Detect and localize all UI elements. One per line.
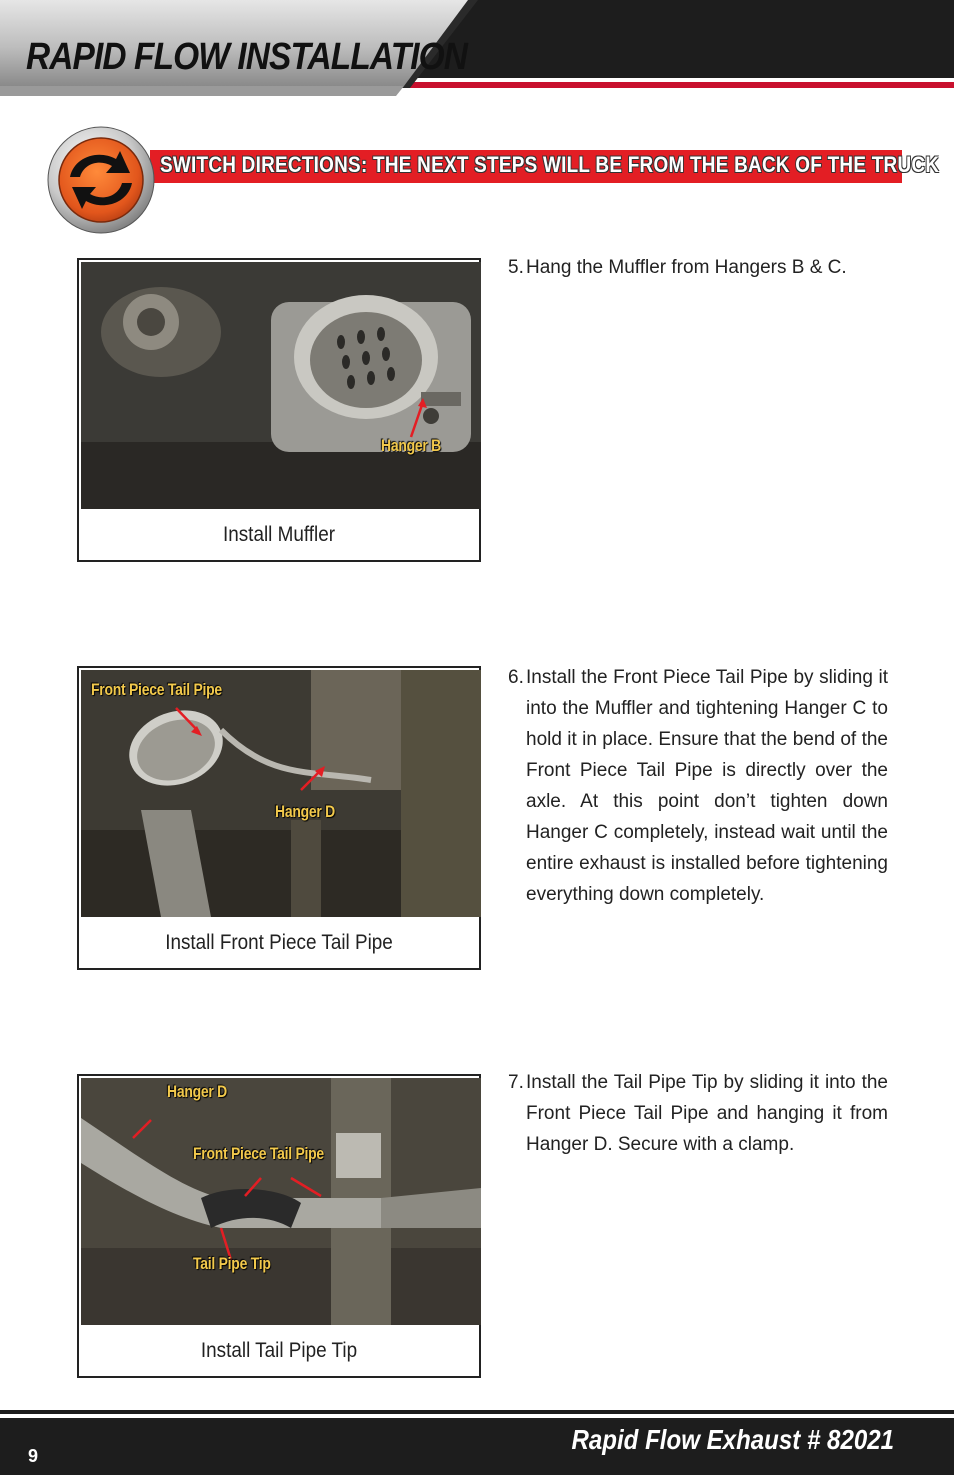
step-text: Install the Front Piece Tail Pipe by sliding it into the Muffler and tightening Hanger C to hold it in place. Ensure that the bend of the Front Piece Tail Pipe is directly over the axle. At this point don’t tighten down Hanger C completely, instead wait until the entire exhaust is installed before tightening everything down completely.	[526, 667, 888, 905]
tail-pipe-tip-photo	[81, 1078, 481, 1325]
callout-front-piece-tail-pipe: Front Piece Tail Pipe	[91, 680, 222, 699]
page-number: 9	[28, 1446, 39, 1466]
page-title: RAPID FLOW INSTALLATION	[26, 36, 468, 78]
figure-caption: Install Tail Pipe Tip	[200, 1339, 358, 1362]
step-number: 5.	[508, 257, 524, 278]
callout-hanger-b: Hanger B	[381, 436, 442, 455]
step-text: Install the Tail Pipe Tip by sliding it into the Front Piece Tail Pipe and hanging it from Hanger D. Secure with a clamp.	[526, 1072, 888, 1155]
step-text: Hang the Muffler from Hangers B & C.	[526, 257, 847, 278]
callout-tail-pipe-tip: Tail Pipe Tip	[193, 1254, 271, 1273]
step-number: 7.	[508, 1072, 524, 1093]
step-5	[508, 252, 888, 283]
figure-install-front-piece-tail-pipe	[77, 666, 481, 970]
step-7	[508, 1067, 888, 1160]
figure-install-tail-pipe-tip	[77, 1074, 481, 1378]
step-number: 6.	[508, 667, 524, 688]
footer-title: Rapid Flow Exhaust # 82021	[571, 1424, 894, 1455]
callout-hanger-d: Hanger D	[275, 802, 336, 821]
footer-line	[0, 1410, 954, 1414]
step-6	[508, 662, 888, 910]
callout-hanger-d: Hanger D	[167, 1082, 228, 1101]
switch-direction-icon	[46, 125, 156, 235]
muffler-photo	[81, 262, 481, 509]
figure-caption: Install Front Piece Tail Pipe	[165, 931, 393, 954]
figure-caption: Install Muffler	[222, 523, 336, 546]
callout-front-piece-tail-pipe: Front Piece Tail Pipe	[193, 1144, 324, 1163]
banner-text: SWITCH DIRECTIONS: THE NEXT STEPS WILL BE FROM THE BACK OF THE TRUCK	[160, 152, 940, 177]
front-piece-tail-pipe-photo	[81, 670, 481, 917]
figure-install-muffler	[77, 258, 481, 562]
